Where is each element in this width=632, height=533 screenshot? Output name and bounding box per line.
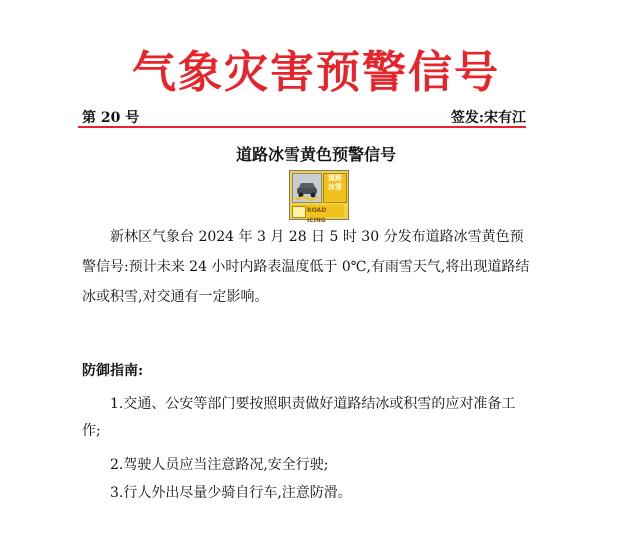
signal-caption: ROAD ICING xyxy=(307,207,327,224)
issue-number: 第 20 号 xyxy=(82,110,140,126)
signer: 签发:宋有江 xyxy=(450,110,526,126)
signal-label-line-1: 道路 xyxy=(328,174,342,182)
signal-strip xyxy=(292,205,344,224)
road-icing-yellow-warning-icon xyxy=(289,170,349,224)
car-icon xyxy=(292,173,322,203)
signal-label xyxy=(323,173,347,203)
header-title: 气象灾害预警信号 xyxy=(132,47,500,98)
header-rule xyxy=(78,126,526,128)
document-title: 道路冰雪黄色预警信号 xyxy=(235,145,396,164)
guide-item-2: 2.驾驶人员应当注意路况,安全行驶; xyxy=(110,457,329,473)
meta-row xyxy=(78,107,526,125)
signal-label-line-2: 冰雪 xyxy=(328,183,342,191)
guide-item-3: 3.行人外出尽量少骑自行车,注意防滑。 xyxy=(110,485,352,501)
body-paragraph: 新林区气象台 2024 年 3 月 28 日 5 时 30 分发布道路冰雪黄色预警信号:预计未来 24 小时内路表温度低于 0℃,有雨雪天气,将出现道路结冰或积雪,对交通有一定影响。 xyxy=(82,229,530,305)
signal-badge-icon xyxy=(292,206,306,218)
guide-item-1: 1.交通、公安等部门要按照职责做好道路结冰或积雪的应对准备工作; xyxy=(82,396,516,439)
guide-heading: 防御指南: xyxy=(82,363,144,379)
